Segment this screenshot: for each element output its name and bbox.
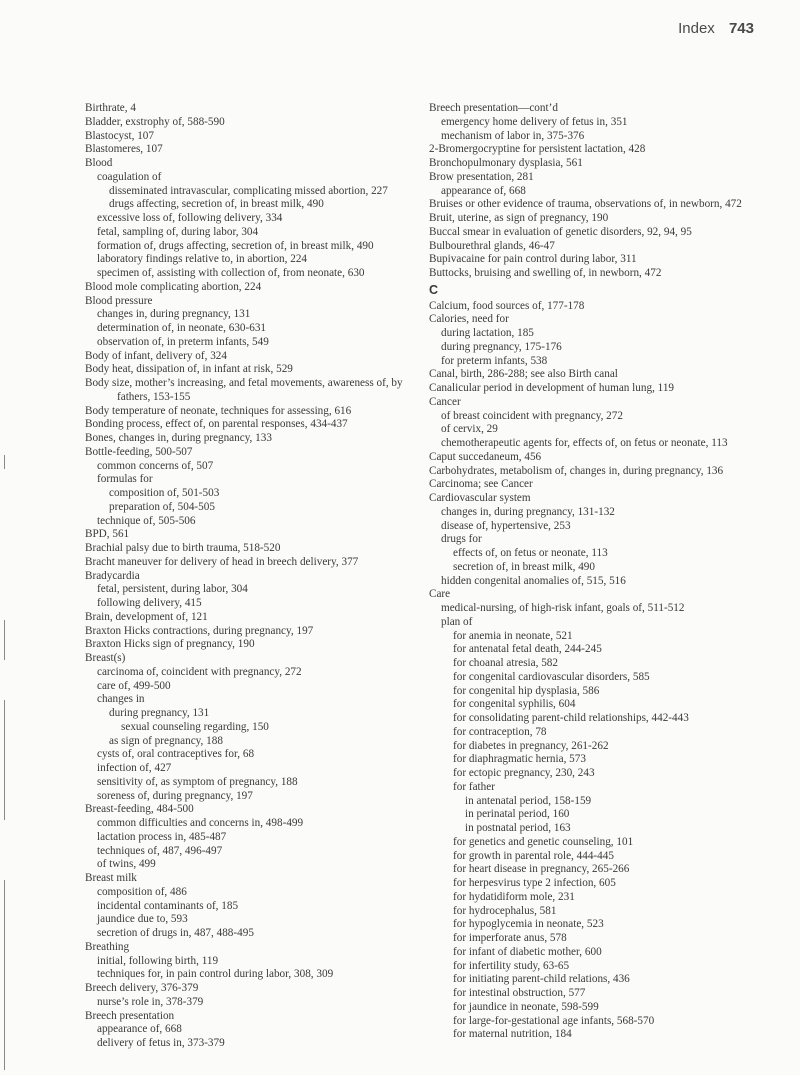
- index-entry: for imperforate anus, 578: [453, 932, 567, 944]
- index-entry: Canal, birth, 286-288; see also Birth canal: [429, 368, 618, 381]
- index-entry: for intestinal obstruction, 577: [453, 987, 586, 999]
- index-entry: for maternal nutrition, 184: [453, 1028, 572, 1041]
- page-number: 743: [728, 20, 754, 37]
- index-entry: for father: [453, 780, 495, 793]
- index-entry: changes in, during pregnancy, 131: [97, 308, 251, 321]
- index-entry: Carcinoma; see Cancer: [429, 478, 533, 491]
- index-entry: infection of, 427: [97, 762, 172, 774]
- index-entry: fetal, sampling of, during labor, 304: [97, 225, 259, 238]
- index-entry: for growth in parental role, 444-445: [453, 849, 614, 862]
- index-entry: common concerns of, 507: [97, 459, 214, 472]
- index-entry: Caput succedaneum, 456: [429, 450, 542, 463]
- index-entry: initial, following birth, 119: [97, 954, 219, 967]
- index-entry: Brow presentation, 281: [429, 170, 534, 183]
- index-entry: Bradycardia: [85, 569, 140, 582]
- index-entry: Cancer: [429, 395, 461, 408]
- index-entry: Breast(s): [85, 652, 126, 664]
- index-entry: Calories, need for: [429, 313, 509, 326]
- index-entry: Bulbourethral glands, 46-47: [429, 239, 555, 252]
- index-entry: secretion of drugs in, 487, 488-495: [97, 927, 254, 939]
- index-entry: Brain, development of, 121: [85, 610, 208, 623]
- index-entry: appearance of, 668: [441, 184, 526, 197]
- index-column-left: [85, 102, 435, 1051]
- index-entry: incidental contaminants of, 185: [97, 899, 239, 912]
- index-entry: 2-Bromergocryptine for persistent lactation, 428: [429, 143, 646, 156]
- index-entry: Bupivacaine for pain control during labor, 311: [429, 253, 637, 266]
- index-entry: for congenital syphilis, 604: [453, 698, 576, 711]
- index-entry: Bottle-feeding, 500-507: [85, 445, 193, 458]
- index-entry: for ectopic pregnancy, 230, 243: [453, 767, 595, 779]
- index-entry: for heart disease in pregnancy, 265-266: [453, 863, 630, 876]
- index-entry: Blood mole complicating abortion, 224: [85, 280, 262, 293]
- index-entry: sensitivity of, as symptom of pregnancy, 188: [97, 775, 298, 788]
- index-entry: for antenatal fetal death, 244-245: [453, 643, 602, 656]
- index-entry: for consolidating parent-child relationships, 442-443: [453, 712, 689, 724]
- index-entry: of twins, 499: [97, 858, 156, 871]
- index-entry: following delivery, 415: [97, 597, 202, 609]
- index-entry: formation of, drugs affecting, secretion of, in breast milk, 490: [97, 239, 374, 252]
- index-entry: Canalicular period in development of human lung, 119: [429, 382, 675, 394]
- index-entry: in antenatal period, 158-159: [465, 794, 592, 807]
- index-entry: Bruises or other evidence of trauma, observations of, in newborn, 472: [429, 198, 742, 211]
- index-entry: delivery of fetus in, 373-379: [97, 1037, 225, 1049]
- index-entry: appearance of, 668: [97, 1023, 182, 1036]
- index-entry: laboratory findings relative to, in abortion, 224: [97, 253, 308, 266]
- index-entry: Body of infant, delivery of, 324: [85, 349, 227, 362]
- index-entry: sexual counseling regarding, 150: [121, 720, 269, 733]
- index-entry: excessive loss of, following delivery, 334: [97, 212, 283, 224]
- index-entry: Bruit, uterine, as sign of pregnancy, 190: [429, 212, 609, 224]
- index-entry: Carbohydrates, metabolism of, changes in, during pregnancy, 136: [429, 464, 724, 477]
- index-entry: Bonding process, effect of, on parental responses, 434-437: [85, 418, 348, 431]
- index-entry: Breech delivery, 376-379: [85, 982, 199, 994]
- index-entry: carcinoma of, coincident with pregnancy, 272: [97, 665, 302, 678]
- index-entry: Calcium, food sources of, 177-178: [429, 299, 585, 312]
- index-entry: disease of, hypertensive, 253: [441, 519, 571, 532]
- running-head: Index: [678, 20, 715, 37]
- index-entry: for initiating parent-child relations, 436: [453, 973, 630, 986]
- index-entry: during pregnancy, 175-176: [441, 340, 562, 353]
- index-entry: coagulation of: [97, 170, 162, 183]
- index-entry: BPD, 561: [85, 528, 130, 541]
- page-edge-mark: [4, 620, 5, 660]
- index-entry: Braxton Hicks sign of pregnancy, 190: [85, 638, 255, 651]
- index-entry: for preterm infants, 538: [441, 354, 548, 367]
- section-letter: C: [429, 282, 439, 297]
- index-entry: secretion of, in breast milk, 490: [453, 560, 595, 573]
- index-entry: of cervix, 29: [441, 423, 498, 436]
- index-entry: Blastomeres, 107: [85, 143, 163, 156]
- index-entry: during lactation, 185: [441, 327, 534, 339]
- index-entry: determination of, in neonate, 630-631: [97, 322, 267, 334]
- index-entry: for contraception, 78: [453, 725, 547, 738]
- index-entry: for congenital hip dysplasia, 586: [453, 684, 600, 697]
- index-entry: common difficulties and concerns in, 498-499: [97, 817, 304, 829]
- index-entry: plan of: [441, 615, 473, 628]
- index-entry: jaundice due to, 593: [97, 913, 188, 926]
- index-entry: for infant of diabetic mother, 600: [453, 945, 602, 958]
- index-entry: mechanism of labor in, 375-376: [441, 129, 585, 142]
- index-entry: effects of, on fetus or neonate, 113: [453, 547, 608, 559]
- index-entry: lactation process in, 485-487: [97, 830, 227, 843]
- index-entry: Cardiovascular system: [429, 492, 531, 504]
- index-entry: for hypoglycemia in neonate, 523: [453, 918, 604, 931]
- index-entry: of breast coincident with pregnancy, 272: [441, 409, 623, 422]
- index-entry: for congenital cardiovascular disorders, 585: [453, 670, 650, 683]
- index-entry: medical-nursing, of high-risk infant, goals of, 511-512: [441, 602, 685, 614]
- index-entry: technique of, 505-506: [97, 514, 196, 527]
- index-entry: disseminated intravascular, complicating missed abortion, 227: [109, 184, 388, 197]
- index-entry: Blastocyst, 107: [85, 129, 154, 142]
- index-entry: fetal, persistent, during labor, 304: [97, 583, 248, 596]
- page-edge-mark: [4, 455, 5, 469]
- index-entry: preparation of, 504-505: [109, 500, 215, 513]
- index-entry: techniques for, in pain control during labor, 308, 309: [97, 968, 334, 981]
- index-entry: Breast milk: [85, 872, 137, 884]
- index-entry: drugs affecting, secretion of, in breast milk, 490: [109, 198, 324, 211]
- index-entry: soreness of, during pregnancy, 197: [97, 789, 253, 802]
- index-entry: Birthrate, 4: [85, 102, 136, 114]
- index-entry: changes in: [97, 693, 145, 706]
- index-entry: Body heat, dissipation of, in infant at risk, 529: [85, 363, 293, 376]
- index-entry: for infertility study, 63-65: [453, 959, 570, 972]
- page-edge-mark: [4, 700, 5, 820]
- index-entry: emergency home delivery of fetus in, 351: [441, 115, 628, 128]
- index-entry: Bracht maneuver for delivery of head in breech delivery, 377: [85, 555, 359, 568]
- index-entry: Breech presentation—cont’d: [429, 102, 558, 114]
- index-entry: as sign of pregnancy, 188: [109, 734, 223, 747]
- index-entry: composition of, 501-503: [109, 487, 220, 499]
- index-entry: in postnatal period, 163: [465, 822, 571, 834]
- index-entry: care of, 499-500: [97, 679, 171, 692]
- index-entry: for herpesvirus type 2 infection, 605: [453, 877, 616, 889]
- index-entry: for genetics and genetic counseling, 101: [453, 835, 634, 848]
- index-entry: Care: [429, 588, 451, 601]
- page-edge-mark: [4, 880, 5, 1070]
- index-entry: hidden congenital anomalies of, 515, 516: [441, 574, 626, 587]
- index-entry: observation of, in preterm infants, 549: [97, 335, 269, 348]
- index-entry: for choanal atresia, 582: [453, 657, 558, 669]
- index-entry: Breech presentation: [85, 1009, 175, 1022]
- index-entry: for jaundice in neonate, 598-599: [453, 1000, 599, 1013]
- index-entry: during pregnancy, 131: [109, 707, 210, 719]
- index-entry: Blood: [85, 157, 113, 169]
- index-column-right: [429, 102, 789, 1042]
- index-entry: Buttocks, bruising and swelling of, in newborn, 472: [429, 267, 662, 279]
- index-entry: Buccal smear in evaluation of genetic disorders, 92, 94, 95: [429, 225, 692, 238]
- index-entry: Bones, changes in, during pregnancy, 133: [85, 432, 272, 444]
- page-header: [678, 20, 754, 37]
- index-entry: chemotherapeutic agents for, effects of, on fetus or neonate, 113: [441, 437, 728, 449]
- index-entry: composition of, 486: [97, 885, 187, 898]
- index-entry: for diabetes in pregnancy, 261-262: [453, 739, 609, 752]
- index-entry: in perinatal period, 160: [465, 808, 570, 821]
- index-entry: Body size, mother’s increasing, and fetal movements, awareness of, by fathers, 153-155: [85, 377, 403, 403]
- index-entry: cysts of, oral contraceptives for, 68: [97, 748, 255, 761]
- index-entry: changes in, during pregnancy, 131-132: [441, 505, 615, 518]
- index-entry: Brachial palsy due to birth trauma, 518-520: [85, 542, 281, 554]
- index-entry: Blood pressure: [85, 294, 153, 307]
- index-entry: Breast-feeding, 484-500: [85, 803, 194, 816]
- index-entry: for diaphragmatic hernia, 573: [453, 753, 586, 766]
- index-entry: specimen of, assisting with collection of, from neonate, 630: [97, 267, 365, 279]
- index-entry: drugs for: [441, 533, 482, 546]
- index-entry: Body temperature of neonate, techniques for assessing, 616: [85, 404, 352, 417]
- index-entry: techniques of, 487, 496-497: [97, 844, 223, 857]
- index-entry: Bladder, exstrophy of, 588-590: [85, 115, 225, 128]
- index-entry: for large-for-gestational age infants, 568-570: [453, 1014, 655, 1027]
- index-entry: for hydrocephalus, 581: [453, 904, 557, 917]
- index-entry: for hydatidiform mole, 231: [453, 890, 575, 903]
- index-entry: formulas for: [97, 473, 153, 486]
- index-entry: nurse’s role in, 378-379: [97, 995, 204, 1008]
- index-entry: Breathing: [85, 940, 130, 953]
- index-entry: for anemia in neonate, 521: [453, 629, 573, 642]
- index-entry: Braxton Hicks contractions, during pregnancy, 197: [85, 624, 314, 637]
- index-entry: Bronchopulmonary dysplasia, 561: [429, 157, 583, 169]
